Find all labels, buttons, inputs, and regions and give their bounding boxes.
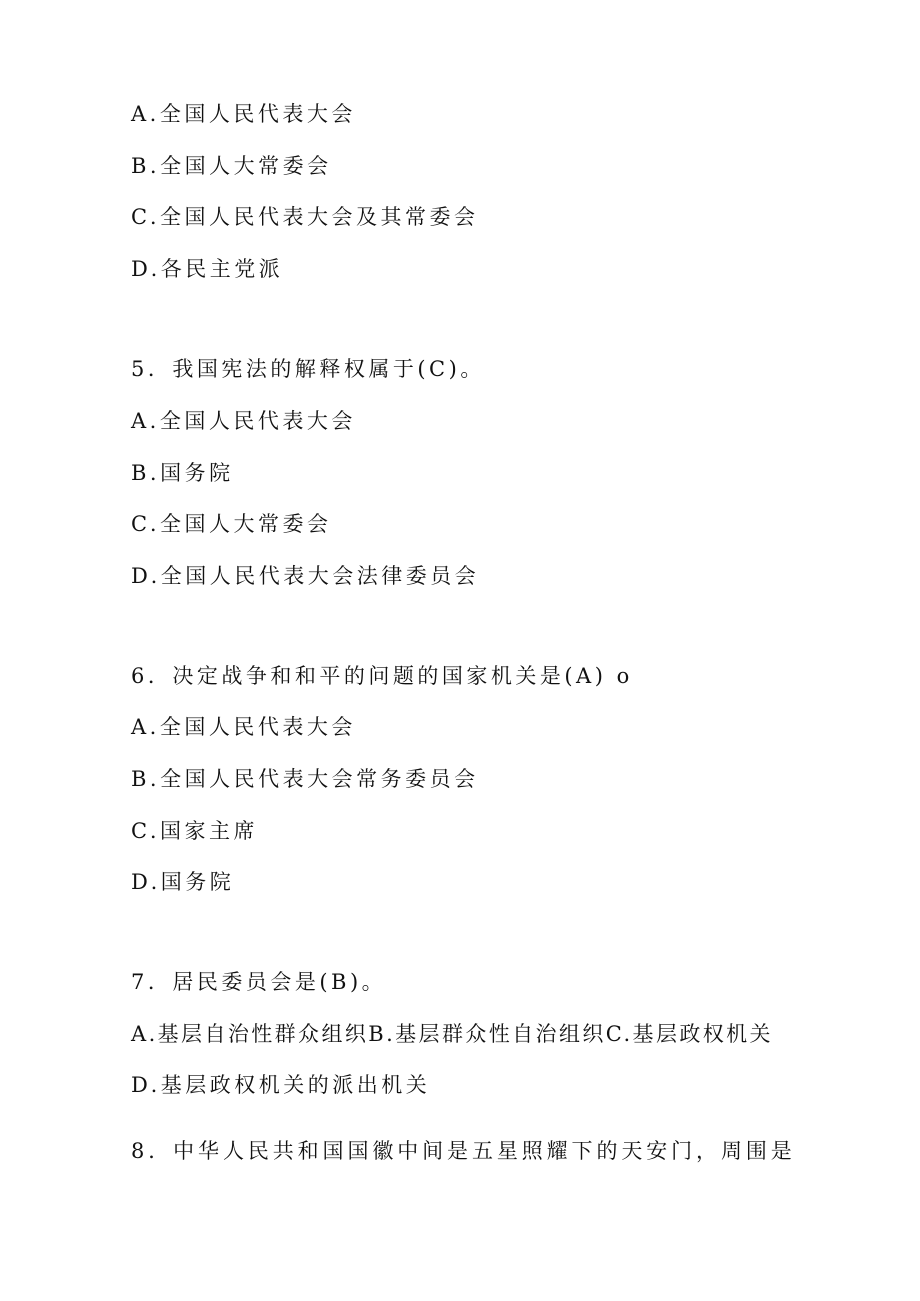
option-d: D.基层政权机关的派出机关	[131, 1073, 431, 1097]
question-6: 6．决定战争和和平的问题的国家机关是(A) o	[131, 664, 633, 688]
option-b: B.国务院	[131, 461, 234, 485]
question-7: 7．居民委员会是(B)。	[131, 970, 387, 994]
option-d: D.全国人民代表大会法律委员会	[131, 564, 480, 588]
question-5: 5．我国宪法的解释权属于(C)。	[131, 357, 485, 381]
option-c: C.全国人大常委会	[131, 512, 332, 536]
option-c: C.国家主席	[131, 819, 258, 843]
option-d: D.各民主党派	[131, 257, 284, 281]
option-a: A.全国人民代表大会	[131, 715, 356, 739]
option-b: B.全国人民代表大会常务委员会	[131, 767, 479, 791]
option-a: A.全国人民代表大会	[131, 102, 356, 126]
option-b: B.全国人大常委会	[131, 154, 332, 178]
option-abc: A.基层自治性群众组织B.基层群众性自治组织C.基层政权机关	[131, 1022, 773, 1046]
option-c: C.全国人民代表大会及其常委会	[131, 205, 479, 229]
option-a: A.全国人民代表大会	[131, 409, 356, 433]
option-d: D.国务院	[131, 870, 235, 894]
question-8: 8．中华人民共和国国徽中间是五星照耀下的天安门，周围是	[131, 1139, 796, 1163]
